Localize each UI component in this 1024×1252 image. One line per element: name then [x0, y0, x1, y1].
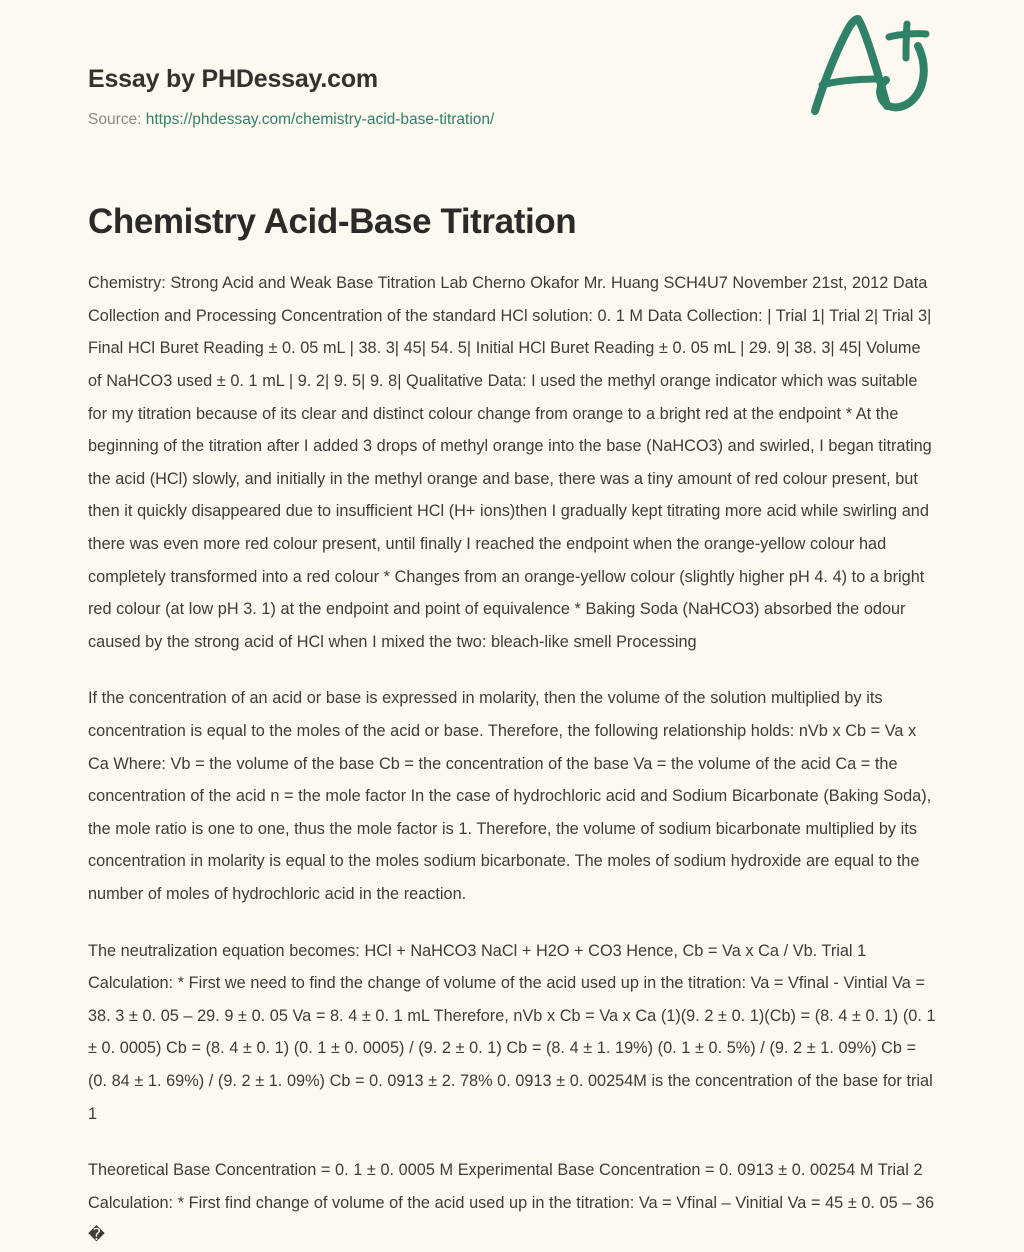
paragraph-1: Chemistry: Strong Acid and Weak Base Titration Lab Cherno Okafor Mr. Huang SCH4U7 November 21st, 2012 Data Collection and Processing Concentration of the standard HCl solution: 0. 1 M Data Collection: | Trial 1| Trial 2| Trial 3| Final HCl Buret Reading ± 0. 05 mL | 38. 3| 45| 54. 5| Initial HCl Buret Reading ± 0. 05 mL | 29. 9| 38. 3| 45| Volume of NaHCO3 used ± 0. 1 mL | 9. 2| 9. 5| 9. 8| Qualitative Data: I used the methyl orange indicator which was suitable for my titration because of its clear and distinct colour change from orange to a bright red at the endpoint * At the beginning of the titration after I added 3 drops of methyl orange into the base (NaHCO3) and swirled, I began titrating the acid (HCl) slowly, and initially in the methyl orange and base, there was a tiny amount of red colour present, but then it quickly disappeared due to insufficient HCl (H+ ions)then I gradually kept titrating more acid while swirling and there was even more red colour present, until finally I reached the endpoint when the orange-yellow colour had completely transformed into a red colour * Changes from an orange-yellow colour (slightly higher pH 4. 4) to a bright red colour (at low pH 3. 1) at the endpoint and point of equivalence * Baking Soda (NaHCO3) absorbed the odour caused by the strong acid of HCl when I mixed the two: bleach-like smell Processing [88, 274, 932, 651]
source-label: Source: [88, 110, 142, 128]
paragraph-2: If the concentration of an acid or base is expressed in molarity, then the volume of the solution multiplied by its concentration is equal to the moles of the acid or base. Therefore, the following relationship holds: nVb x Cb = Va x Ca Where: Vb = the volume of the base Cb = the concentration of the base Va = the volume of the acid Ca = the concentration of the acid n = the mole factor In the case of hydrochloric acid and Sodium Bicarbonate (Baking Soda), the mole ratio is one to one, thus the mole factor is 1. Therefore, the volume of sodium bicarbonate multiplied by its concentration in molarity is equal to the moles sodium bicarbonate. The moles of sodium hydroxide are equal to the number of moles of hydrochloric acid in the reaction. [88, 689, 932, 903]
brand-title: Essay by PHDessay.com [88, 65, 378, 93]
page-header [88, 0, 936, 136]
paragraph-4: Theoretical Base Concentration = 0. 1 ± 0. 0005 M Experimental Base Concentration = 0. 0913 ± 0. 00254 M Trial 2 Calculation: * First find change of volume of the acid used up in the titration: Va = Vfinal – Vinitial Va = 45 ± 0. 05 – 36 � [88, 1161, 935, 1245]
essay-body [88, 242, 936, 1252]
a-plus-logo-icon [796, 6, 946, 126]
paragraph-3: The neutralization equation becomes: HCl + NaHCO3 NaCl + H2O + CO3 Hence, Cb = Va x Ca / Vb. Trial 1 Calculation: * First we need to find the change of volume of the acid used up in the titration: Va = Vfinal - Vintial Va = 38. 3 ± 0. 05 – 29. 9 ± 0. 05 Va = 8. 4 ± 0. 1 mL Therefore, nVb x Cb = Va x Ca (1)(9. 2 ± 0. 1)(Cb) = (8. 4 ± 0. 1) (0. 1 ± 0. 0005) Cb = (8. 4 ± 0. 1) (0. 1 ± 0. 0005) / (9. 2 ± 0. 1) Cb = (8. 4 ± 1. 19%) (0. 1 ± 0. 5%) / (9. 2 ± 1. 09%) Cb = (0. 84 ± 1. 69%) / (9. 2 ± 1. 09%) Cb = 0. 0913 ± 2. 78% 0. 0913 ± 0. 00254M is the concentration of the base for trial 1 [88, 941, 936, 1123]
source-url-link[interactable]: https://phdessay.com/chemistry-acid-base-titration/ [145, 110, 495, 128]
page-title: Chemistry Acid-Base Titration [88, 202, 577, 241]
